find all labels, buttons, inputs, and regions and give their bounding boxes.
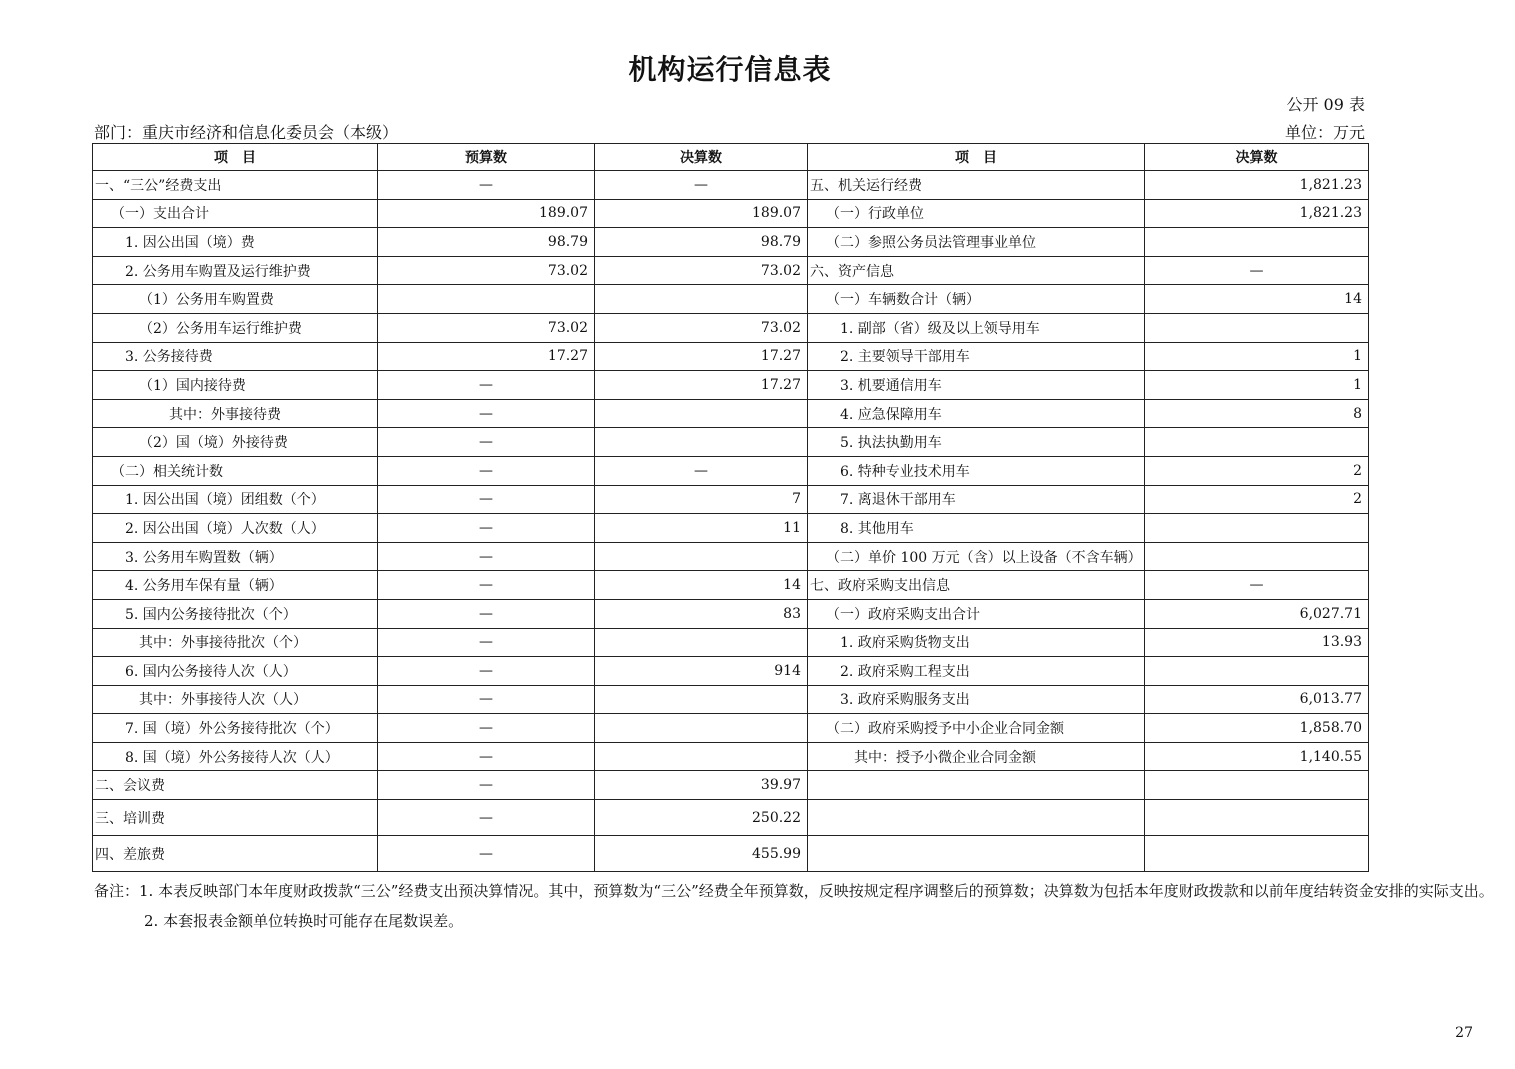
left-item-cell: （1）公务用车购置费 <box>93 285 378 314</box>
header-item-right: 项 目 <box>808 144 1145 171</box>
table-header-row <box>93 144 1369 171</box>
table-row <box>93 800 1369 836</box>
right-item-cell: 七、政府采购支出信息 <box>808 571 1145 600</box>
table-row <box>93 771 1369 800</box>
header-final-right: 决算数 <box>1145 144 1369 171</box>
final-cell: 17.27 <box>595 342 808 371</box>
notes <box>94 876 1504 936</box>
note-2: 2. 本套报表金额单位转换时可能存在尾数误差。 <box>144 912 464 930</box>
left-item-cell: 2. 公务用车购置及运行维护费 <box>93 256 378 285</box>
table-row <box>93 171 1369 200</box>
right-item-cell: 7. 离退休干部用车 <box>808 485 1145 514</box>
right-final-cell <box>1145 428 1369 457</box>
final-cell <box>595 742 808 771</box>
department-label: 部门：重庆市经济和信息化委员会（本级） <box>94 123 399 142</box>
budget-cell: — <box>378 399 595 428</box>
right-final-cell: 2 <box>1145 456 1369 485</box>
left-item-cell: 二、会议费 <box>93 771 378 800</box>
final-cell <box>595 685 808 714</box>
left-item-cell: （2）公务用车运行维护费 <box>93 313 378 342</box>
left-item-cell: 8. 国（境）外公务接待人次（人） <box>93 742 378 771</box>
budget-cell: — <box>378 742 595 771</box>
budget-cell: — <box>378 485 595 514</box>
right-final-cell <box>1145 228 1369 257</box>
right-item-cell: （二）参照公务员法管理事业单位 <box>808 228 1145 257</box>
table-row <box>93 514 1369 543</box>
left-item-cell: 3. 公务接待费 <box>93 342 378 371</box>
right-item-cell: 8. 其他用车 <box>808 514 1145 543</box>
table-row <box>93 628 1369 657</box>
table-row <box>93 599 1369 628</box>
budget-cell: — <box>378 685 595 714</box>
final-cell: 17.27 <box>595 371 808 400</box>
left-item-cell: （一）支出合计 <box>93 199 378 228</box>
budget-cell: 73.02 <box>378 256 595 285</box>
table-row <box>93 571 1369 600</box>
final-cell: 11 <box>595 514 808 543</box>
info-table <box>92 143 1369 872</box>
right-item-cell: （一）政府采购支出合计 <box>808 599 1145 628</box>
right-final-cell: 1 <box>1145 371 1369 400</box>
left-item-cell: 1. 因公出国（境）团组数（个） <box>93 485 378 514</box>
final-cell: 39.97 <box>595 771 808 800</box>
right-item-cell: 五、机关运行经费 <box>808 171 1145 200</box>
left-item-cell: 2. 因公出国（境）人次数（人） <box>93 514 378 543</box>
budget-cell: — <box>378 456 595 485</box>
right-item-cell <box>808 771 1145 800</box>
left-item-cell: 7. 国（境）外公务接待批次（个） <box>93 714 378 743</box>
budget-cell: — <box>378 628 595 657</box>
page-title: 机构运行信息表 <box>628 53 832 86</box>
budget-cell: — <box>378 599 595 628</box>
budget-cell: — <box>378 371 595 400</box>
left-item-cell: 1. 因公出国（境）费 <box>93 228 378 257</box>
final-cell <box>595 714 808 743</box>
right-final-cell: 1,858.70 <box>1145 714 1369 743</box>
right-final-cell: 1,140.55 <box>1145 742 1369 771</box>
table-row <box>93 228 1369 257</box>
table-row <box>93 657 1369 686</box>
right-final-cell: 1,821.23 <box>1145 199 1369 228</box>
final-cell: 73.02 <box>595 313 808 342</box>
budget-cell: — <box>378 771 595 800</box>
right-final-cell <box>1145 542 1369 571</box>
final-cell <box>595 285 808 314</box>
budget-cell: — <box>378 542 595 571</box>
budget-cell <box>378 285 595 314</box>
left-item-cell: 其中：外事接待人次（人） <box>93 685 378 714</box>
right-item-cell: 其中：授予小微企业合同金额 <box>808 742 1145 771</box>
right-item-cell: 2. 政府采购工程支出 <box>808 657 1145 686</box>
table-row <box>93 371 1369 400</box>
final-cell: 98.79 <box>595 228 808 257</box>
table-row <box>93 313 1369 342</box>
budget-cell: — <box>378 514 595 543</box>
left-item-cell: 四、差旅费 <box>93 836 378 872</box>
table-row <box>93 342 1369 371</box>
final-cell <box>595 399 808 428</box>
final-cell: 455.99 <box>595 836 808 872</box>
final-cell: — <box>595 456 808 485</box>
right-item-cell: 1. 政府采购货物支出 <box>808 628 1145 657</box>
left-item-cell: 其中：外事接待费 <box>93 399 378 428</box>
final-cell <box>595 428 808 457</box>
budget-cell: 17.27 <box>378 342 595 371</box>
table-row <box>93 836 1369 872</box>
right-item-cell: 4. 应急保障用车 <box>808 399 1145 428</box>
right-item-cell: 六、资产信息 <box>808 256 1145 285</box>
note-1: 备注：1. 本表反映部门本年度财政拨款“三公”经费支出预决算情况。其中，预算数为“三公”经费全年预算数，反映按规定程序调整后的预算数；决算数为包括本年度财政拨款和以前年度结转资金安排的实际支出。 <box>94 882 1494 900</box>
left-item-cell: 6. 国内公务接待人次（人） <box>93 657 378 686</box>
final-cell: 189.07 <box>595 199 808 228</box>
budget-cell: — <box>378 836 595 872</box>
left-item-cell: 三、培训费 <box>93 800 378 836</box>
right-item-cell: 2. 主要领导干部用车 <box>808 342 1145 371</box>
budget-cell: 98.79 <box>378 228 595 257</box>
table-row <box>93 399 1369 428</box>
header-final-left: 决算数 <box>595 144 808 171</box>
left-item-cell: 其中：外事接待批次（个） <box>93 628 378 657</box>
final-cell: 83 <box>595 599 808 628</box>
header-budget: 预算数 <box>378 144 595 171</box>
table-row <box>93 742 1369 771</box>
right-final-cell: 13.93 <box>1145 628 1369 657</box>
right-item-cell: （二）单价 100 万元（含）以上设备（不含车辆） <box>808 542 1145 571</box>
right-item-cell: 6. 特种专业技术用车 <box>808 456 1145 485</box>
final-cell <box>595 542 808 571</box>
final-cell: 250.22 <box>595 800 808 836</box>
right-final-cell: 14 <box>1145 285 1369 314</box>
right-item-cell: 1. 副部（省）级及以上领导用车 <box>808 313 1145 342</box>
right-item-cell: （一）行政单位 <box>808 199 1145 228</box>
right-final-cell <box>1145 836 1369 872</box>
right-final-cell <box>1145 313 1369 342</box>
table-row <box>93 456 1369 485</box>
unit-label: 单位：万元 <box>1284 123 1365 142</box>
right-final-cell: — <box>1145 256 1369 285</box>
right-item-cell: 3. 政府采购服务支出 <box>808 685 1145 714</box>
right-final-cell <box>1145 657 1369 686</box>
left-item-cell: 一、“三公”经费支出 <box>93 171 378 200</box>
table-row <box>93 199 1369 228</box>
final-cell: 73.02 <box>595 256 808 285</box>
right-item-cell: （一）车辆数合计（辆） <box>808 285 1145 314</box>
right-item-cell: 3. 机要通信用车 <box>808 371 1145 400</box>
right-final-cell <box>1145 514 1369 543</box>
left-item-cell: （二）相关统计数 <box>93 456 378 485</box>
table-row <box>93 542 1369 571</box>
final-cell: — <box>595 171 808 200</box>
final-cell: 914 <box>595 657 808 686</box>
budget-cell: 189.07 <box>378 199 595 228</box>
final-cell <box>595 628 808 657</box>
right-item-cell: 5. 执法执勤用车 <box>808 428 1145 457</box>
right-final-cell: 2 <box>1145 485 1369 514</box>
right-item-cell <box>808 800 1145 836</box>
right-final-cell: 1 <box>1145 342 1369 371</box>
left-item-cell: （2）国（境）外接待费 <box>93 428 378 457</box>
right-final-cell: 8 <box>1145 399 1369 428</box>
right-item-cell <box>808 836 1145 872</box>
right-final-cell <box>1145 771 1369 800</box>
page-number: 27 <box>1455 1025 1473 1041</box>
right-final-cell: 6,013.77 <box>1145 685 1369 714</box>
right-final-cell: 1,821.23 <box>1145 171 1369 200</box>
budget-cell: — <box>378 714 595 743</box>
right-item-cell: （二）政府采购授予中小企业合同金额 <box>808 714 1145 743</box>
left-item-cell: 4. 公务用车保有量（辆） <box>93 571 378 600</box>
left-item-cell: 3. 公务用车购置数（辆） <box>93 542 378 571</box>
budget-cell: — <box>378 428 595 457</box>
table-row <box>93 256 1369 285</box>
final-cell: 14 <box>595 571 808 600</box>
budget-cell: 73.02 <box>378 313 595 342</box>
header-item-left: 项 目 <box>93 144 378 171</box>
table-row <box>93 714 1369 743</box>
final-cell: 7 <box>595 485 808 514</box>
right-final-cell: — <box>1145 571 1369 600</box>
table-row <box>93 428 1369 457</box>
table-row <box>93 285 1369 314</box>
form-number: 公开 09 表 <box>1286 95 1365 114</box>
right-final-cell: 6,027.71 <box>1145 599 1369 628</box>
budget-cell: — <box>378 171 595 200</box>
budget-cell: — <box>378 571 595 600</box>
budget-cell: — <box>378 657 595 686</box>
table-row <box>93 485 1369 514</box>
right-final-cell <box>1145 800 1369 836</box>
table-row <box>93 685 1369 714</box>
budget-cell: — <box>378 800 595 836</box>
left-item-cell: （1）国内接待费 <box>93 371 378 400</box>
left-item-cell: 5. 国内公务接待批次（个） <box>93 599 378 628</box>
